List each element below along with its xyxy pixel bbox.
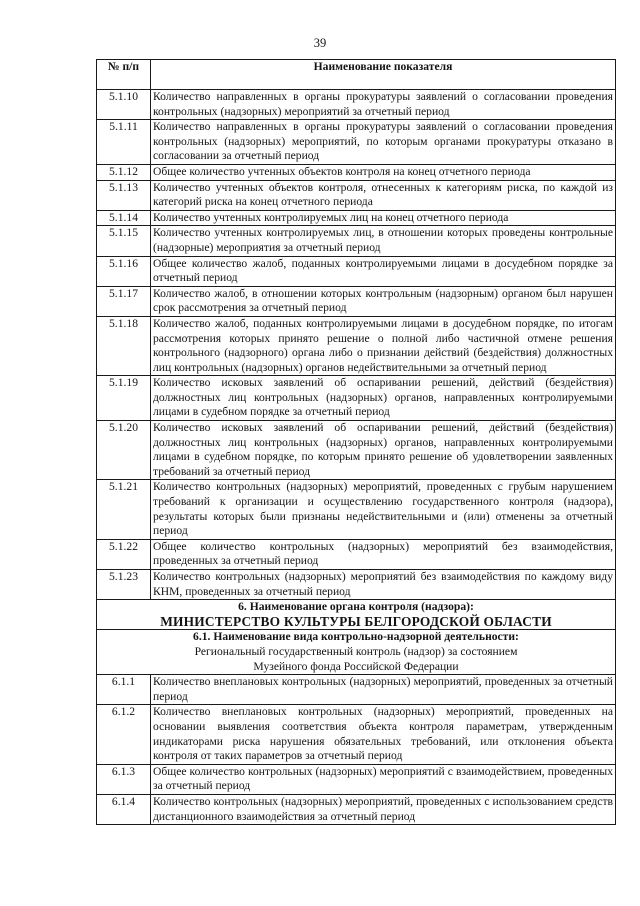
table-row — [97, 164, 616, 180]
section-6-1-header — [97, 630, 616, 675]
row-text: Количество направленных в органы прокуратуры заявлений о согласовании проведения контрольных (надзорных) мероприятий за отчетный период — [151, 90, 616, 120]
section-6-title: 6. Наименование органа контроля (надзора): — [238, 600, 474, 614]
row-number: 6.1.4 — [97, 794, 151, 824]
row-text: Количество учтенных контролируемых лиц, в отношении которых проведены контрольные (надзорные) мероприятия за отчетный период — [151, 226, 616, 256]
row-number: 5.1.23 — [97, 570, 151, 600]
table-row — [97, 539, 616, 569]
row-number: 5.1.21 — [97, 480, 151, 539]
section-6-header — [97, 600, 616, 630]
table-row — [97, 794, 616, 824]
row-text: Количество внеплановых контрольных (надзорных) мероприятий, проведенных за отчетный период — [151, 675, 616, 705]
table-row — [97, 120, 616, 165]
row-text: Общее количество контрольных (надзорных) мероприятий с взаимодействием, проведенных за отчетный период — [151, 764, 616, 794]
table-header-row — [97, 60, 616, 90]
table-row — [97, 570, 616, 600]
table-row — [97, 675, 616, 705]
row-number: 5.1.18 — [97, 316, 151, 375]
row-text: Общее количество жалоб, поданных контролируемыми лицами в досудебном порядке за отчетный период — [151, 256, 616, 286]
header-name: Наименование показателя — [151, 60, 616, 90]
row-number: 5.1.14 — [97, 210, 151, 226]
control-type-line2: Музейного фонда Российской Федерации — [253, 659, 459, 673]
table-row — [97, 90, 616, 120]
row-number: 5.1.10 — [97, 90, 151, 120]
row-text: Количество жалоб, в отношении которых контрольным (надзорным) органом был нарушен срок рассмотрения за отчетный период — [151, 286, 616, 316]
row-number: 6.1.1 — [97, 675, 151, 705]
table-row — [97, 256, 616, 286]
row-number: 5.1.17 — [97, 286, 151, 316]
page-number: 39 — [313, 36, 327, 50]
row-text: Количество исковых заявлений об оспаривании решений, действий (бездействия) должностных лиц контрольных (надзорных) органов, направленных контролируемыми лицами в судебном порядке, по которым принято решение об удовлетворении заявленных требований за отчетный период — [151, 421, 616, 480]
row-text: Количество контрольных (надзорных) мероприятий, проведенных с использованием средств дистанционного взаимодействия за отчетный период — [151, 794, 616, 824]
row-number: 5.1.19 — [97, 376, 151, 421]
table-row — [97, 316, 616, 375]
row-text: Количество внеплановых контрольных (надзорных) мероприятий, проведенных на основании выявления соответствия объекта контроля параметрам, утвержденным индикаторами риска нарушения обязательных требований, или отклонения объекта контроля от таких параметров за отчетный период — [151, 705, 616, 764]
row-number: 5.1.12 — [97, 164, 151, 180]
row-text: Общее количество учтенных объектов контроля на конец отчетного периода — [151, 164, 616, 180]
control-type-line1: Региональный государственный контроль (надзор) за состоянием — [194, 644, 518, 658]
row-number: 5.1.11 — [97, 120, 151, 165]
row-number: 6.1.3 — [97, 764, 151, 794]
row-number: 5.1.16 — [97, 256, 151, 286]
organization-name: МИНИСТЕРСТВО КУЛЬТУРЫ БЕЛГОРОДСКОЙ ОБЛАСТИ — [160, 613, 552, 629]
row-text: Количество контрольных (надзорных) мероприятий, проведенных с грубым нарушением требований к организации и осуществлению государственного контроля (надзора), результаты которых были признаны недействительными и (или) отменены за отчетный период — [151, 480, 616, 539]
table-row — [97, 210, 616, 226]
table-row — [97, 180, 616, 210]
row-text: Количество направленных в органы прокуратуры заявлений о согласовании проведения контрольных (надзорных) мероприятий, по которым органами прокуратуры отказано в согласовании за отчетный период — [151, 120, 616, 165]
section-6-1-cell — [97, 630, 616, 675]
table-row — [97, 480, 616, 539]
table-row — [97, 421, 616, 480]
table-row — [97, 226, 616, 256]
section-6-1-title: 6.1. Наименование вида контрольно-надзорной деятельности: — [193, 630, 519, 644]
section-6-cell — [97, 600, 616, 630]
row-text: Общее количество контрольных (надзорных) мероприятий без взаимодействия, проведенных за отчетный период — [151, 539, 616, 569]
row-text: Количество учтенных объектов контроля, отнесенных к категориям риска, по каждой из категорий риска на конец отчетного периода — [151, 180, 616, 210]
table-row — [97, 286, 616, 316]
table-row — [97, 764, 616, 794]
row-number: 5.1.15 — [97, 226, 151, 256]
row-text: Количество жалоб, поданных контролируемыми лицами в досудебном порядке, по итогам рассмотрения которых принято решение о полной либо частичной отмене решения контрольного (надзорного) органа либо о признании действий (бездействия) должностных лиц контрольных (надзорных) органов недействительными за отчетный период — [151, 316, 616, 375]
row-text: Количество учтенных контролируемых лиц на конец отчетного периода — [151, 210, 616, 226]
table-row — [97, 376, 616, 421]
row-number: 5.1.13 — [97, 180, 151, 210]
indicators-table — [96, 59, 616, 825]
row-text: Количество исковых заявлений об оспаривании решений, действий (бездействия) должностных лиц контрольных (надзорных) органов, направленных контролируемыми лицами в судебном порядке за отчетный период — [151, 376, 616, 421]
row-number: 5.1.20 — [97, 421, 151, 480]
row-number: 6.1.2 — [97, 705, 151, 764]
table-row — [97, 705, 616, 764]
row-number: 5.1.22 — [97, 539, 151, 569]
header-num: № п/п — [97, 60, 151, 90]
row-text: Количество контрольных (надзорных) мероприятий без взаимодействия по каждому виду КНМ, проведенных за отчетный период — [151, 570, 616, 600]
